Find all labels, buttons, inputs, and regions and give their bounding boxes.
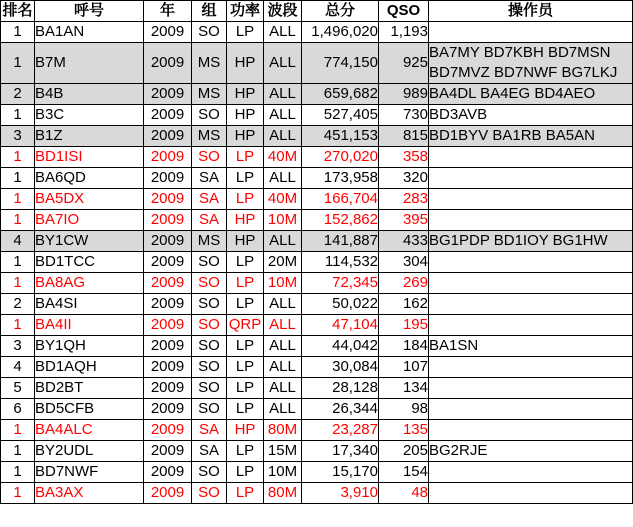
operators-cell <box>429 378 633 399</box>
band-cell: ALL <box>264 294 302 315</box>
table-row <box>1 483 633 504</box>
year-cell: 2009 <box>144 43 192 84</box>
callsign-cell: BA4SI <box>35 294 144 315</box>
power-cell: LP <box>227 22 264 43</box>
year-cell: 2009 <box>144 189 192 210</box>
qso-cell: 162 <box>379 294 429 315</box>
rank-cell: 1 <box>1 462 35 483</box>
rank-cell: 1 <box>1 147 35 168</box>
band-cell: ALL <box>264 315 302 336</box>
qso-cell: 107 <box>379 357 429 378</box>
column-header-year: 年 <box>144 1 192 22</box>
callsign-cell: BD2BT <box>35 378 144 399</box>
group-cell: SO <box>192 399 227 420</box>
year-cell: 2009 <box>144 441 192 462</box>
qso-cell: 1,193 <box>379 22 429 43</box>
year-cell: 2009 <box>144 378 192 399</box>
power-cell: HP <box>227 210 264 231</box>
power-cell: LP <box>227 273 264 294</box>
rank-cell: 1 <box>1 441 35 462</box>
table-row <box>1 84 633 105</box>
operators-cell <box>429 357 633 378</box>
power-cell: HP <box>227 420 264 441</box>
qso-cell: 154 <box>379 462 429 483</box>
band-cell: 80M <box>264 483 302 504</box>
group-cell: SO <box>192 273 227 294</box>
rank-cell: 1 <box>1 315 35 336</box>
qso-cell: 433 <box>379 231 429 252</box>
qso-cell: 48 <box>379 483 429 504</box>
group-cell: SO <box>192 378 227 399</box>
power-cell: LP <box>227 441 264 462</box>
group-cell: SO <box>192 252 227 273</box>
band-cell: 10M <box>264 273 302 294</box>
score-cell: 30,084 <box>302 357 379 378</box>
group-cell: SO <box>192 483 227 504</box>
band-cell: ALL <box>264 84 302 105</box>
table-row <box>1 462 633 483</box>
rank-cell: 1 <box>1 273 35 294</box>
year-cell: 2009 <box>144 147 192 168</box>
callsign-cell: BD1TCC <box>35 252 144 273</box>
column-header-power: 功率 <box>227 1 264 22</box>
qso-cell: 195 <box>379 315 429 336</box>
score-cell: 173,958 <box>302 168 379 189</box>
operators-cell: BD1BYV BA1RB BA5AN <box>429 126 633 147</box>
table-row <box>1 294 633 315</box>
table-row <box>1 43 633 84</box>
operators-cell <box>429 399 633 420</box>
operators-cell: BA4DL BA4EG BD4AEO <box>429 84 633 105</box>
score-cell: 28,128 <box>302 378 379 399</box>
operators-cell: BA1SN <box>429 336 633 357</box>
callsign-cell: BA8AG <box>35 273 144 294</box>
year-cell: 2009 <box>144 273 192 294</box>
power-cell: LP <box>227 168 264 189</box>
operators-cell <box>429 420 633 441</box>
column-header-rank: 排名 <box>1 1 35 22</box>
column-header-callsign: 呼号 <box>35 1 144 22</box>
power-cell: HP <box>227 231 264 252</box>
rank-cell: 1 <box>1 22 35 43</box>
callsign-cell: B1Z <box>35 126 144 147</box>
operators-cell <box>429 294 633 315</box>
score-cell: 270,020 <box>302 147 379 168</box>
power-cell: HP <box>227 126 264 147</box>
score-cell: 3,910 <box>302 483 379 504</box>
rank-cell: 3 <box>1 126 35 147</box>
operators-cell: BD3AVB <box>429 105 633 126</box>
band-cell: 80M <box>264 420 302 441</box>
table-row <box>1 378 633 399</box>
table-row <box>1 147 633 168</box>
group-cell: SO <box>192 462 227 483</box>
band-cell: 10M <box>264 462 302 483</box>
callsign-cell: BA7IO <box>35 210 144 231</box>
band-cell: ALL <box>264 357 302 378</box>
column-header-band: 波段 <box>264 1 302 22</box>
operators-cell: BG2RJE <box>429 441 633 462</box>
score-cell: 17,340 <box>302 441 379 462</box>
table-row <box>1 189 633 210</box>
rank-cell: 1 <box>1 210 35 231</box>
rank-cell: 1 <box>1 189 35 210</box>
power-cell: LP <box>227 336 264 357</box>
score-cell: 23,287 <box>302 420 379 441</box>
operators-cell <box>429 252 633 273</box>
callsign-cell: BA3AX <box>35 483 144 504</box>
year-cell: 2009 <box>144 22 192 43</box>
power-cell: LP <box>227 462 264 483</box>
year-cell: 2009 <box>144 84 192 105</box>
power-cell: LP <box>227 357 264 378</box>
power-cell: LP <box>227 399 264 420</box>
year-cell: 2009 <box>144 336 192 357</box>
column-header-group: 组 <box>192 1 227 22</box>
rank-cell: 4 <box>1 231 35 252</box>
qso-cell: 205 <box>379 441 429 462</box>
qso-cell: 358 <box>379 147 429 168</box>
table-row <box>1 357 633 378</box>
rank-cell: 1 <box>1 420 35 441</box>
rank-cell: 4 <box>1 357 35 378</box>
callsign-cell: B3C <box>35 105 144 126</box>
band-cell: 40M <box>264 147 302 168</box>
operators-cell <box>429 168 633 189</box>
band-cell: ALL <box>264 126 302 147</box>
year-cell: 2009 <box>144 210 192 231</box>
score-cell: 26,344 <box>302 399 379 420</box>
qso-cell: 283 <box>379 189 429 210</box>
operators-cell <box>429 273 633 294</box>
qso-cell: 320 <box>379 168 429 189</box>
rank-cell: 5 <box>1 378 35 399</box>
score-cell: 114,532 <box>302 252 379 273</box>
qso-cell: 304 <box>379 252 429 273</box>
callsign-cell: BD1ISI <box>35 147 144 168</box>
rank-cell: 1 <box>1 252 35 273</box>
callsign-cell: B4B <box>35 84 144 105</box>
band-cell: 20M <box>264 252 302 273</box>
group-cell: SA <box>192 210 227 231</box>
group-cell: SA <box>192 420 227 441</box>
year-cell: 2009 <box>144 420 192 441</box>
group-cell: SO <box>192 105 227 126</box>
table-row <box>1 420 633 441</box>
year-cell: 2009 <box>144 462 192 483</box>
callsign-cell: BA1AN <box>35 22 144 43</box>
header-row <box>1 1 633 22</box>
score-cell: 451,153 <box>302 126 379 147</box>
power-cell: LP <box>227 252 264 273</box>
power-cell: QRP <box>227 315 264 336</box>
score-cell: 141,887 <box>302 231 379 252</box>
band-cell: ALL <box>264 336 302 357</box>
group-cell: MS <box>192 126 227 147</box>
score-cell: 166,704 <box>302 189 379 210</box>
rank-cell: 1 <box>1 43 35 84</box>
score-cell: 1,496,020 <box>302 22 379 43</box>
rank-cell: 3 <box>1 336 35 357</box>
column-header-operators: 操作员 <box>429 1 633 22</box>
callsign-cell: BA4ALC <box>35 420 144 441</box>
power-cell: LP <box>227 483 264 504</box>
table-row <box>1 315 633 336</box>
callsign-cell: BA4II <box>35 315 144 336</box>
operators-cell <box>429 147 633 168</box>
operators-cell <box>429 189 633 210</box>
band-cell: ALL <box>264 168 302 189</box>
year-cell: 2009 <box>144 399 192 420</box>
qso-cell: 730 <box>379 105 429 126</box>
power-cell: HP <box>227 43 264 84</box>
power-cell: LP <box>227 294 264 315</box>
group-cell: SO <box>192 147 227 168</box>
callsign-cell: BY1QH <box>35 336 144 357</box>
table-row <box>1 210 633 231</box>
callsign-cell: BA6QD <box>35 168 144 189</box>
operators-cell <box>429 315 633 336</box>
band-cell: ALL <box>264 22 302 43</box>
callsign-cell: BY1CW <box>35 231 144 252</box>
table-row <box>1 252 633 273</box>
operators-cell: BG1PDP BD1IOY BG1HW <box>429 231 633 252</box>
qso-cell: 184 <box>379 336 429 357</box>
rank-cell: 1 <box>1 105 35 126</box>
power-cell: LP <box>227 378 264 399</box>
callsign-cell: BD7NWF <box>35 462 144 483</box>
year-cell: 2009 <box>144 252 192 273</box>
column-header-score: 总分 <box>302 1 379 22</box>
operators-cell <box>429 22 633 43</box>
rank-cell: 2 <box>1 294 35 315</box>
group-cell: MS <box>192 231 227 252</box>
band-cell: 15M <box>264 441 302 462</box>
band-cell: ALL <box>264 378 302 399</box>
score-cell: 774,150 <box>302 43 379 84</box>
year-cell: 2009 <box>144 126 192 147</box>
power-cell: HP <box>227 84 264 105</box>
year-cell: 2009 <box>144 315 192 336</box>
group-cell: SA <box>192 189 227 210</box>
rank-cell: 6 <box>1 399 35 420</box>
score-cell: 659,682 <box>302 84 379 105</box>
callsign-cell: BA5DX <box>35 189 144 210</box>
band-cell: 10M <box>264 210 302 231</box>
group-cell: SO <box>192 336 227 357</box>
band-cell: ALL <box>264 231 302 252</box>
qso-cell: 815 <box>379 126 429 147</box>
table-row <box>1 231 633 252</box>
callsign-cell: B7M <box>35 43 144 84</box>
qso-cell: 989 <box>379 84 429 105</box>
score-cell: 15,170 <box>302 462 379 483</box>
table-row <box>1 399 633 420</box>
table-header <box>1 1 633 22</box>
callsign-cell: BY2UDL <box>35 441 144 462</box>
qso-cell: 135 <box>379 420 429 441</box>
rank-cell: 2 <box>1 84 35 105</box>
band-cell: ALL <box>264 105 302 126</box>
year-cell: 2009 <box>144 168 192 189</box>
rank-cell: 1 <box>1 483 35 504</box>
column-header-qso: QSO <box>379 1 429 22</box>
group-cell: SO <box>192 22 227 43</box>
table-row <box>1 168 633 189</box>
power-cell: LP <box>227 189 264 210</box>
score-cell: 44,042 <box>302 336 379 357</box>
group-cell: MS <box>192 84 227 105</box>
group-cell: SO <box>192 357 227 378</box>
qso-cell: 925 <box>379 43 429 84</box>
score-cell: 527,405 <box>302 105 379 126</box>
group-cell: SO <box>192 294 227 315</box>
table-row <box>1 273 633 294</box>
table-row <box>1 336 633 357</box>
year-cell: 2009 <box>144 294 192 315</box>
table-row <box>1 105 633 126</box>
power-cell: LP <box>227 147 264 168</box>
score-cell: 47,104 <box>302 315 379 336</box>
operators-cell <box>429 483 633 504</box>
table-body <box>1 22 633 504</box>
band-cell: ALL <box>264 43 302 84</box>
callsign-cell: BD5CFB <box>35 399 144 420</box>
qso-cell: 395 <box>379 210 429 231</box>
year-cell: 2009 <box>144 105 192 126</box>
power-cell: HP <box>227 105 264 126</box>
table-row <box>1 126 633 147</box>
group-cell: SA <box>192 441 227 462</box>
group-cell: SA <box>192 168 227 189</box>
score-cell: 72,345 <box>302 273 379 294</box>
year-cell: 2009 <box>144 231 192 252</box>
band-cell: ALL <box>264 399 302 420</box>
year-cell: 2009 <box>144 483 192 504</box>
operators-cell <box>429 462 633 483</box>
table-row <box>1 22 633 43</box>
qso-cell: 134 <box>379 378 429 399</box>
score-cell: 50,022 <box>302 294 379 315</box>
group-cell: SO <box>192 315 227 336</box>
group-cell: MS <box>192 43 227 84</box>
rank-cell: 1 <box>1 168 35 189</box>
operators-cell <box>429 210 633 231</box>
year-cell: 2009 <box>144 357 192 378</box>
callsign-cell: BD1AQH <box>35 357 144 378</box>
qso-cell: 269 <box>379 273 429 294</box>
table-row <box>1 441 633 462</box>
band-cell: 40M <box>264 189 302 210</box>
operators-cell: BA7MY BD7KBH BD7MSN BD7MVZ BD7NWF BG7LKJ <box>429 43 633 84</box>
score-cell: 152,862 <box>302 210 379 231</box>
qso-cell: 98 <box>379 399 429 420</box>
